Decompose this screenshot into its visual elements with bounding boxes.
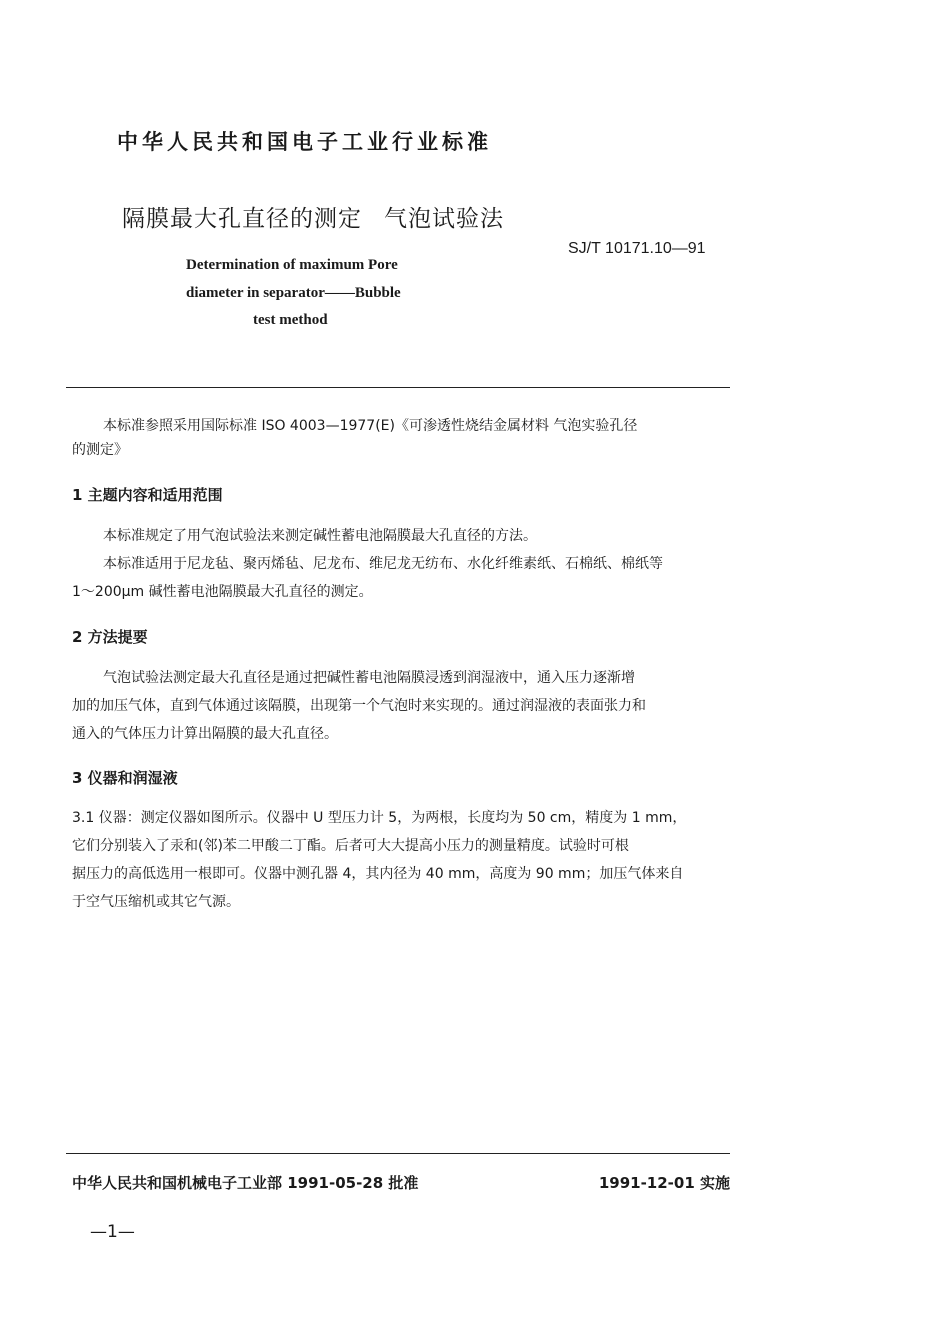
document-header: 中华人民共和国电子工业行业标准 bbox=[117, 130, 492, 154]
implementation-text: 1991-12-01 实施 bbox=[598, 1174, 730, 1192]
section-1-line-2: 本标准适用于尼龙毡、聚丙烯毡、尼龙布、维尼龙无纺布、水化纤维素纸、石棉纸、棉纸等 bbox=[103, 556, 663, 572]
title-part-2: 气泡试验法 bbox=[384, 206, 504, 232]
intro-line-1: 本标准参照采用国际标准 ISO 4003—1977(E)《可渗透性烧结金属材料 气泡实验孔径 bbox=[103, 418, 638, 434]
section-3-line-3: 据压力的高低选用一根即可。仪器中测孔器 4，其内径为 40 mm，高度为 90 mm；加压气体来自 bbox=[72, 866, 684, 882]
english-title-line-3: test method bbox=[253, 312, 328, 328]
intro-line-2: 的测定》 bbox=[72, 442, 128, 458]
document-title bbox=[122, 200, 504, 233]
section-3-line-2: 它们分别装入了汞和(邻)苯二甲酸二丁酯。后者可大大提高小压力的测量精度。试验时可根 bbox=[72, 838, 629, 854]
section-3-line-4: 于空气压缩机或其它气源。 bbox=[72, 894, 240, 910]
bottom-divider bbox=[66, 1153, 730, 1154]
section-1-line-1: 本标准规定了用气泡试验法来测定碱性蓄电池隔膜最大孔直径的方法。 bbox=[103, 528, 537, 544]
section-2-line-2: 加的加压气体，直到气体通过该隔膜，出现第一个气泡时来实现的。通过润湿液的表面张力和 bbox=[72, 698, 646, 714]
english-title-line-1: Determination of maximum Pore bbox=[186, 257, 398, 273]
section-1-heading: 1 主题内容和适用范围 bbox=[72, 486, 223, 504]
page-number: —1— bbox=[90, 1222, 135, 1242]
section-2-line-3: 通入的气体压力计算出隔膜的最大孔直径。 bbox=[72, 726, 338, 742]
top-divider bbox=[66, 387, 730, 388]
section-3-heading: 3 仪器和润湿液 bbox=[72, 769, 178, 787]
section-2-line-1: 气泡试验法测定最大孔直径是通过把碱性蓄电池隔膜浸透到润湿液中，通入压力逐渐增 bbox=[103, 670, 635, 686]
section-3-line-1: 3.1 仪器：测定仪器如图所示。仪器中 U 型压力计 5，为两根，长度均为 50 cm，精度为 1 mm， bbox=[72, 810, 687, 826]
approval-text: 中华人民共和国机械电子工业部 1991-05-28 批准 bbox=[72, 1174, 419, 1192]
english-title-line-2: diameter in separator——Bubble bbox=[186, 285, 401, 301]
title-part-1: 隔膜最大孔直径的测定 bbox=[122, 206, 362, 232]
standard-number: SJ/T 10171.10—91 bbox=[568, 240, 706, 257]
section-1-line-3: 1～200μm 碱性蓄电池隔膜最大孔直径的测定。 bbox=[72, 584, 373, 600]
section-2-heading: 2 方法提要 bbox=[72, 628, 148, 646]
